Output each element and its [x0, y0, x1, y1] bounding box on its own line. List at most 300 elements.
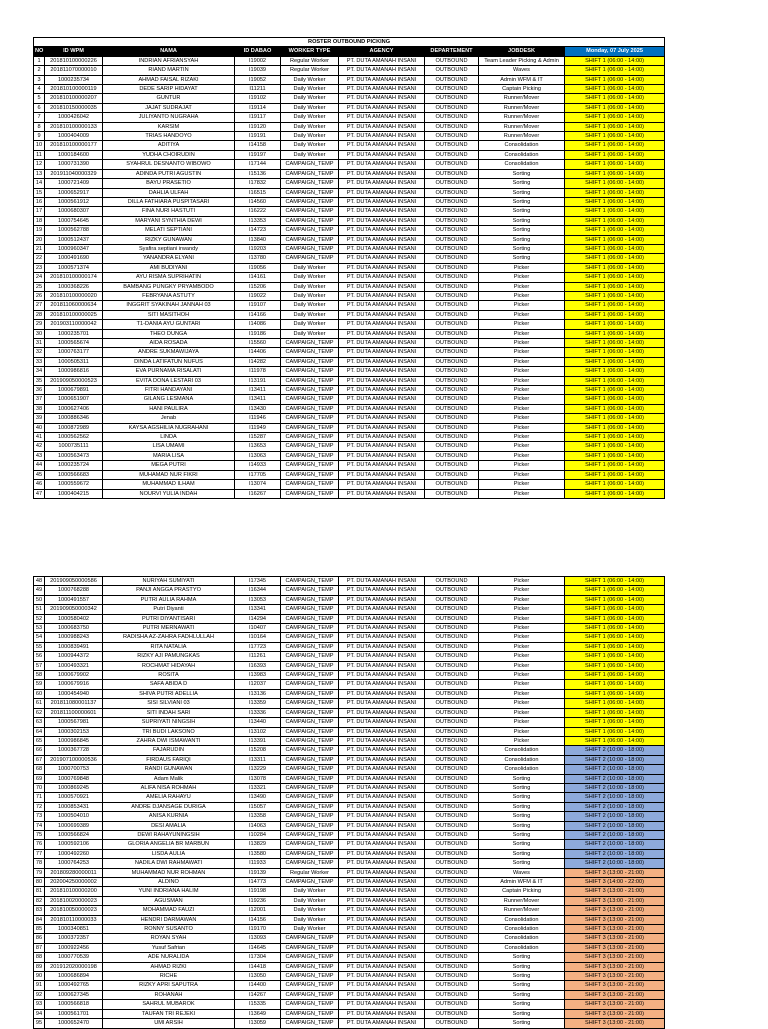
cell-departement: OUTBOUND — [425, 812, 479, 821]
cell-agency: PT. DUTA AMANAH INSANI — [339, 830, 425, 839]
cell-id-wpm: 201810110000033 — [45, 915, 103, 924]
cell-no: 32 — [34, 348, 45, 357]
cell-nama: NOURVI YULIA INDAH — [103, 489, 235, 498]
cell-id-wpm: 1000754645 — [45, 216, 103, 225]
cell-no: 45 — [34, 470, 45, 479]
cell-jobdesk: Picker — [479, 263, 565, 272]
cell-nama: MEGA PUTRI — [103, 461, 235, 470]
cell-agency: PT. DUTA AMANAH INSANI — [339, 489, 425, 498]
cell-id-dabao: I19236 — [235, 896, 281, 905]
cell-nama: NADILA DWI RAHMAWATI — [103, 859, 235, 868]
cell-departement: OUTBOUND — [425, 990, 479, 999]
cell-id-wpm: 1000235724 — [45, 461, 103, 470]
cell-shift: SHIFT 1 (06:00 - 14:00) — [565, 291, 665, 300]
cell-id-wpm: 201810100000025 — [45, 310, 103, 319]
cell-shift: SHIFT 1 (06:00 - 14:00) — [565, 727, 665, 736]
cell-agency: PT. DUTA AMANAH INSANI — [339, 652, 425, 661]
cell-id-wpm: 201911040000329 — [45, 169, 103, 178]
cell-id-wpm: 1000404009 — [45, 132, 103, 141]
cell-nama: MELATI SEPTIANI — [103, 226, 235, 235]
cell-id-wpm: 1000652470 — [45, 1019, 103, 1028]
cell-worker-type: Daily Worker — [281, 925, 339, 934]
table-row — [34, 273, 665, 282]
cell-agency: PT. DUTA AMANAH INSANI — [339, 348, 425, 357]
cell-no: 84 — [34, 915, 45, 924]
cell-jobdesk: Sorting — [479, 793, 565, 802]
table-row — [34, 990, 665, 999]
cell-worker-type: CAMPAIGN_TEMP — [281, 765, 339, 774]
cell-shift: SHIFT 1 (06:00 - 14:00) — [565, 595, 665, 604]
cell-agency: PT. DUTA AMANAH INSANI — [339, 925, 425, 934]
cell-jobdesk: Picker — [479, 348, 565, 357]
cell-shift: SHIFT 1 (06:00 - 14:00) — [565, 329, 665, 338]
cell-worker-type: CAMPAIGN_TEMP — [281, 783, 339, 792]
cell-departement: OUTBOUND — [425, 414, 479, 423]
table-row — [34, 329, 665, 338]
cell-shift: SHIFT 1 (06:00 - 14:00) — [565, 433, 665, 442]
cell-id-dabao: I14773 — [235, 878, 281, 887]
cell-jobdesk: Picker — [479, 339, 565, 348]
table-row — [34, 263, 665, 272]
cell-id-dabao: I19120 — [235, 122, 281, 131]
cell-agency: PT. DUTA AMANAH INSANI — [339, 442, 425, 451]
cell-agency: PT. DUTA AMANAH INSANI — [339, 75, 425, 84]
cell-id-dabao: I11211 — [235, 85, 281, 94]
cell-agency: PT. DUTA AMANAH INSANI — [339, 329, 425, 338]
cell-jobdesk: Sorting — [479, 812, 565, 821]
cell-agency: PT. DUTA AMANAH INSANI — [339, 605, 425, 614]
cell-id-dabao: I13430 — [235, 404, 281, 413]
cell-jobdesk: Sorting — [479, 207, 565, 216]
cell-jobdesk: Sorting — [479, 216, 565, 225]
cell-worker-type: CAMPAIGN_TEMP — [281, 953, 339, 962]
cell-shift: SHIFT 1 (06:00 - 14:00) — [565, 122, 665, 131]
cell-jobdesk: Team Leader Picking & Admin — [479, 56, 565, 65]
cell-no: 68 — [34, 765, 45, 774]
cell-shift: SHIFT 1 (06:00 - 14:00) — [565, 586, 665, 595]
cell-id-dabao: I11933 — [235, 859, 281, 868]
cell-agency: PT. DUTA AMANAH INSANI — [339, 216, 425, 225]
cell-agency: PT. DUTA AMANAH INSANI — [339, 972, 425, 981]
cell-agency: PT. DUTA AMANAH INSANI — [339, 577, 425, 586]
cell-shift: SHIFT 2 (10:00 - 18:00) — [565, 783, 665, 792]
cell-id-dabao: I12001 — [235, 906, 281, 915]
table-row — [34, 812, 665, 821]
cell-worker-type: CAMPAIGN_TEMP — [281, 480, 339, 489]
cell-departement: OUTBOUND — [425, 169, 479, 178]
cell-departement: OUTBOUND — [425, 981, 479, 990]
cell-departement: OUTBOUND — [425, 577, 479, 586]
cell-no: 66 — [34, 746, 45, 755]
cell-departement: OUTBOUND — [425, 849, 479, 858]
table-row — [34, 310, 665, 319]
cell-no: 71 — [34, 793, 45, 802]
cell-no: 63 — [34, 718, 45, 727]
cell-no: 20 — [34, 235, 45, 244]
table-row — [34, 972, 665, 981]
cell-no: 5 — [34, 94, 45, 103]
cell-id-wpm: 1000686894 — [45, 972, 103, 981]
cell-jobdesk: Picker — [479, 595, 565, 604]
cell-worker-type: CAMPAIGN_TEMP — [281, 605, 339, 614]
cell-worker-type: CAMPAIGN_TEMP — [281, 414, 339, 423]
cell-nama: ROHANAH — [103, 990, 235, 999]
cell-worker-type: Daily Worker — [281, 291, 339, 300]
cell-jobdesk: Sorting — [479, 179, 565, 188]
cell-id-wpm: 1000679916 — [45, 680, 103, 689]
cell-departement: OUTBOUND — [425, 878, 479, 887]
cell-shift: SHIFT 1 (06:00 - 14:00) — [565, 423, 665, 432]
cell-nama: LINDA — [103, 433, 235, 442]
cell-agency: PT. DUTA AMANAH INSANI — [339, 404, 425, 413]
cell-agency: PT. DUTA AMANAH INSANI — [339, 357, 425, 366]
table-row — [34, 244, 665, 253]
table-row — [34, 840, 665, 849]
table-row — [34, 793, 665, 802]
cell-id-wpm: 202004250000002 — [45, 878, 103, 887]
cell-worker-type: CAMPAIGN_TEMP — [281, 699, 339, 708]
cell-nama: ROYAN SYAH — [103, 934, 235, 943]
cell-agency: PT. DUTA AMANAH INSANI — [339, 586, 425, 595]
cell-jobdesk: Consolidation — [479, 150, 565, 159]
cell-worker-type: CAMPAIGN_TEMP — [281, 160, 339, 169]
cell-id-wpm: 201810100000174 — [45, 273, 103, 282]
cell-jobdesk: Sorting — [479, 990, 565, 999]
cell-nama: EVA PURNAMA RISALATI — [103, 367, 235, 376]
cell-no: 14 — [34, 179, 45, 188]
cell-id-wpm: 201810050000023 — [45, 906, 103, 915]
cell-id-wpm: 1000566818 — [45, 1000, 103, 1009]
cell-jobdesk: Consolidation — [479, 925, 565, 934]
cell-id-wpm: 201909050000342 — [45, 605, 103, 614]
cell-worker-type: CAMPAIGN_TEMP — [281, 376, 339, 385]
cell-shift: SHIFT 1 (06:00 - 14:00) — [565, 661, 665, 670]
cell-shift: SHIFT 2 (10:00 - 18:00) — [565, 755, 665, 764]
cell-departement: OUTBOUND — [425, 395, 479, 404]
cell-id-dabao: I11978 — [235, 367, 281, 376]
cell-id-dabao: I15136 — [235, 169, 281, 178]
cell-jobdesk: Picker — [479, 718, 565, 727]
cell-nama: AHMAD RIZKI — [103, 962, 235, 971]
table-row — [34, 235, 665, 244]
cell-jobdesk: Picker — [479, 301, 565, 310]
cell-no: 50 — [34, 595, 45, 604]
cell-shift: SHIFT 3 (13:00 - 21:00) — [565, 915, 665, 924]
cell-worker-type: Daily Worker — [281, 906, 339, 915]
cell-id-dabao: I14406 — [235, 348, 281, 357]
cell-jobdesk: Runner/Mover — [479, 906, 565, 915]
table-row — [34, 906, 665, 915]
cell-id-wpm: 1000491690 — [45, 254, 103, 263]
table-row — [34, 953, 665, 962]
cell-nama: PUTRI DIYANTISARI — [103, 614, 235, 623]
cell-jobdesk: Sorting — [479, 981, 565, 990]
cell-id-dabao: I15335 — [235, 1000, 281, 1009]
cell-id-wpm: 1000235701 — [45, 329, 103, 338]
cell-id-dabao: I11946 — [235, 414, 281, 423]
cell-id-wpm: 1000986816 — [45, 367, 103, 376]
cell-no: 30 — [34, 329, 45, 338]
table-row — [34, 94, 665, 103]
cell-jobdesk: Captain Picking — [479, 887, 565, 896]
cell-worker-type: CAMPAIGN_TEMP — [281, 244, 339, 253]
cell-shift: SHIFT 1 (06:00 - 14:00) — [565, 103, 665, 112]
cell-departement: OUTBOUND — [425, 386, 479, 395]
table-row — [34, 103, 665, 112]
table-row — [34, 849, 665, 858]
cell-nama: AIDA ROSADA — [103, 339, 235, 348]
cell-id-dabao: I17304 — [235, 953, 281, 962]
cell-departement: OUTBOUND — [425, 329, 479, 338]
cell-departement: OUTBOUND — [425, 122, 479, 131]
cell-worker-type: CAMPAIGN_TEMP — [281, 1000, 339, 1009]
cell-id-dabao: I13229 — [235, 765, 281, 774]
table-row — [34, 122, 665, 131]
cell-jobdesk: Sorting — [479, 235, 565, 244]
cell-shift: SHIFT 2 (10:00 - 18:00) — [565, 830, 665, 839]
cell-shift: SHIFT 3 (13:00 - 21:00) — [565, 896, 665, 905]
cell-agency: PT. DUTA AMANAH INSANI — [339, 414, 425, 423]
cell-id-wpm: 1000367728 — [45, 746, 103, 755]
cell-no: 33 — [34, 357, 45, 366]
cell-departement: OUTBOUND — [425, 367, 479, 376]
cell-id-dabao: I19022 — [235, 291, 281, 300]
table-row — [34, 718, 665, 727]
cell-nama: BAMBANG PUNGKY PRYAMBODO — [103, 282, 235, 291]
cell-worker-type: CAMPAIGN_TEMP — [281, 404, 339, 413]
cell-no: 91 — [34, 981, 45, 990]
cell-departement: OUTBOUND — [425, 357, 479, 366]
cell-id-wpm: 1000763177 — [45, 348, 103, 357]
cell-no: 37 — [34, 395, 45, 404]
cell-id-dabao: I11261 — [235, 652, 281, 661]
cell-agency: PT. DUTA AMANAH INSANI — [339, 708, 425, 717]
table-row — [34, 197, 665, 206]
cell-agency: PT. DUTA AMANAH INSANI — [339, 66, 425, 75]
cell-id-wpm: 1000700753 — [45, 765, 103, 774]
cell-id-wpm: 1000563473 — [45, 451, 103, 460]
cell-id-wpm: 1000559672 — [45, 480, 103, 489]
cell-shift: SHIFT 1 (06:00 - 14:00) — [565, 451, 665, 460]
cell-nama: THEO DUNGA — [103, 329, 235, 338]
cell-id-wpm: 1000721409 — [45, 179, 103, 188]
cell-agency: PT. DUTA AMANAH INSANI — [339, 103, 425, 112]
cell-id-wpm: 1000571374 — [45, 263, 103, 272]
cell-jobdesk: Admin WFM & IT — [479, 878, 565, 887]
cell-worker-type: CAMPAIGN_TEMP — [281, 179, 339, 188]
header-departement: DEPARTEMENT — [425, 47, 479, 56]
cell-id-dabao: I16344 — [235, 586, 281, 595]
table-row — [34, 830, 665, 839]
cell-shift: SHIFT 1 (06:00 - 14:00) — [565, 150, 665, 159]
header-jobdesk: JOBDESK — [479, 47, 565, 56]
cell-agency: PT. DUTA AMANAH INSANI — [339, 595, 425, 604]
cell-id-wpm: 1000627406 — [45, 404, 103, 413]
cell-worker-type: Daily Worker — [281, 887, 339, 896]
cell-worker-type: CAMPAIGN_TEMP — [281, 1009, 339, 1018]
cell-jobdesk: Picker — [479, 451, 565, 460]
cell-shift: SHIFT 1 (06:00 - 14:00) — [565, 395, 665, 404]
cell-id-dabao: I13102 — [235, 727, 281, 736]
cell-shift: SHIFT 1 (06:00 - 14:00) — [565, 207, 665, 216]
cell-id-wpm: 1000683750 — [45, 624, 103, 633]
cell-worker-type: Regular Worker — [281, 66, 339, 75]
cell-id-dabao: I14418 — [235, 962, 281, 971]
table-row — [34, 689, 665, 698]
table-row — [34, 586, 665, 595]
cell-jobdesk: Consolidation — [479, 746, 565, 755]
cell-agency: PT. DUTA AMANAH INSANI — [339, 793, 425, 802]
table-row — [34, 169, 665, 178]
cell-id-wpm: 201811100000601 — [45, 708, 103, 717]
table-row — [34, 442, 665, 451]
cell-agency: PT. DUTA AMANAH INSANI — [339, 282, 425, 291]
table-row — [34, 282, 665, 291]
cell-departement: OUTBOUND — [425, 103, 479, 112]
cell-id-wpm: 201811060000634 — [45, 301, 103, 310]
cell-worker-type: CAMPAIGN_TEMP — [281, 1019, 339, 1028]
table-row — [34, 339, 665, 348]
cell-agency: PT. DUTA AMANAH INSANI — [339, 122, 425, 131]
cell-id-wpm: 1000872989 — [45, 423, 103, 432]
cell-no: 95 — [34, 1019, 45, 1028]
cell-no: 49 — [34, 586, 45, 595]
cell-no: 3 — [34, 75, 45, 84]
cell-id-dabao: I16222 — [235, 207, 281, 216]
cell-no: 83 — [34, 906, 45, 915]
cell-no: 40 — [34, 423, 45, 432]
cell-shift: SHIFT 1 (06:00 - 14:00) — [565, 652, 665, 661]
cell-shift: SHIFT 1 (06:00 - 14:00) — [565, 367, 665, 376]
cell-id-dabao: I13078 — [235, 774, 281, 783]
cell-id-dabao: I14560 — [235, 197, 281, 206]
cell-id-wpm: 1000731390 — [45, 160, 103, 169]
cell-id-dabao: I14294 — [235, 614, 281, 623]
table-row — [34, 736, 665, 745]
cell-departement: OUTBOUND — [425, 480, 479, 489]
cell-nama: ADINDA PUTRI AGUSTIN — [103, 169, 235, 178]
cell-id-dabao: I10164 — [235, 633, 281, 642]
cell-id-wpm: 1000651907 — [45, 395, 103, 404]
cell-shift: SHIFT 2 (10:00 - 18:00) — [565, 746, 665, 755]
cell-shift: SHIFT 1 (06:00 - 14:00) — [565, 480, 665, 489]
cell-agency: PT. DUTA AMANAH INSANI — [339, 273, 425, 282]
cell-shift: SHIFT 3 (13:00 - 21:00) — [565, 906, 665, 915]
cell-agency: PT. DUTA AMANAH INSANI — [339, 423, 425, 432]
cell-jobdesk: Sorting — [479, 774, 565, 783]
cell-id-wpm: 1000426042 — [45, 113, 103, 122]
cell-worker-type: CAMPAIGN_TEMP — [281, 755, 339, 764]
cell-nama: AMELIA RAHAYU — [103, 793, 235, 802]
table-row — [34, 433, 665, 442]
cell-shift: SHIFT 1 (06:00 - 14:00) — [565, 577, 665, 586]
cell-departement: OUTBOUND — [425, 972, 479, 981]
cell-id-wpm: 201811080001137 — [45, 699, 103, 708]
cell-jobdesk: Consolidation — [479, 755, 565, 764]
cell-agency: PT. DUTA AMANAH INSANI — [339, 821, 425, 830]
cell-no: 38 — [34, 404, 45, 413]
table-row — [34, 577, 665, 586]
cell-nama: GUNTUR — [103, 94, 235, 103]
cell-jobdesk: Sorting — [479, 1009, 565, 1018]
header-row — [34, 47, 665, 56]
cell-no: 1 — [34, 56, 45, 65]
cell-jobdesk: Captain Picking — [479, 85, 565, 94]
table-row — [34, 461, 665, 470]
cell-shift: SHIFT 1 (06:00 - 14:00) — [565, 414, 665, 423]
cell-id-dabao: I19114 — [235, 103, 281, 112]
cell-no: 82 — [34, 896, 45, 905]
cell-id-wpm: 1000944372 — [45, 652, 103, 661]
cell-departement: OUTBOUND — [425, 442, 479, 451]
table-row — [34, 878, 665, 887]
cell-jobdesk: Picker — [479, 461, 565, 470]
cell-shift: SHIFT 3 (13:00 - 21:00) — [565, 1009, 665, 1018]
table-row — [34, 821, 665, 830]
cell-worker-type: Daily Worker — [281, 282, 339, 291]
cell-worker-type: CAMPAIGN_TEMP — [281, 990, 339, 999]
cell-departement: OUTBOUND — [425, 840, 479, 849]
cell-id-wpm: 1000491557 — [45, 595, 103, 604]
cell-departement: OUTBOUND — [425, 113, 479, 122]
cell-shift: SHIFT 2 (10:00 - 18:00) — [565, 793, 665, 802]
cell-agency: PT. DUTA AMANAH INSANI — [339, 633, 425, 642]
cell-shift: SHIFT 1 (06:00 - 14:00) — [565, 141, 665, 150]
table-row — [34, 132, 665, 141]
cell-no: 18 — [34, 216, 45, 225]
cell-agency: PT. DUTA AMANAH INSANI — [339, 906, 425, 915]
cell-agency: PT. DUTA AMANAH INSANI — [339, 1000, 425, 1009]
cell-departement: OUTBOUND — [425, 244, 479, 253]
cell-departement: OUTBOUND — [425, 339, 479, 348]
cell-departement: OUTBOUND — [425, 783, 479, 792]
cell-no: 2 — [34, 66, 45, 75]
cell-nama: AYU RISMA SUPRIHATIN — [103, 273, 235, 282]
cell-id-wpm: 1000567981 — [45, 718, 103, 727]
table-row — [34, 254, 665, 263]
cell-id-wpm: 201810100000133 — [45, 122, 103, 131]
cell-worker-type: Daily Worker — [281, 75, 339, 84]
cell-id-dabao: I19056 — [235, 263, 281, 272]
cell-id-dabao: I14161 — [235, 273, 281, 282]
cell-departement: OUTBOUND — [425, 132, 479, 141]
cell-no: 9 — [34, 132, 45, 141]
cell-no: 34 — [34, 367, 45, 376]
cell-id-dabao: I19198 — [235, 887, 281, 896]
cell-shift: SHIFT 3 (13:00 - 21:00) — [565, 972, 665, 981]
cell-id-dabao: I13336 — [235, 708, 281, 717]
cell-departement: OUTBOUND — [425, 624, 479, 633]
cell-no: 16 — [34, 197, 45, 206]
cell-jobdesk: Picker — [479, 386, 565, 395]
cell-worker-type: CAMPAIGN_TEMP — [281, 595, 339, 604]
cell-shift: SHIFT 3 (14:00 - 22:00) — [565, 878, 665, 887]
cell-id-dabao: I19052 — [235, 75, 281, 84]
cell-id-dabao: I13411 — [235, 395, 281, 404]
cell-nama: Adam Malik — [103, 774, 235, 783]
cell-worker-type: CAMPAIGN_TEMP — [281, 339, 339, 348]
table-row — [34, 915, 665, 924]
cell-no: 41 — [34, 433, 45, 442]
cell-jobdesk: Waves — [479, 868, 565, 877]
cell-jobdesk: Consolidation — [479, 915, 565, 924]
cell-jobdesk: Picker — [479, 680, 565, 689]
cell-agency: PT. DUTA AMANAH INSANI — [339, 736, 425, 745]
cell-id-wpm: 1000769848 — [45, 774, 103, 783]
cell-jobdesk: Sorting — [479, 169, 565, 178]
cell-id-dabao: I14063 — [235, 821, 281, 830]
table-row — [34, 1000, 665, 1009]
